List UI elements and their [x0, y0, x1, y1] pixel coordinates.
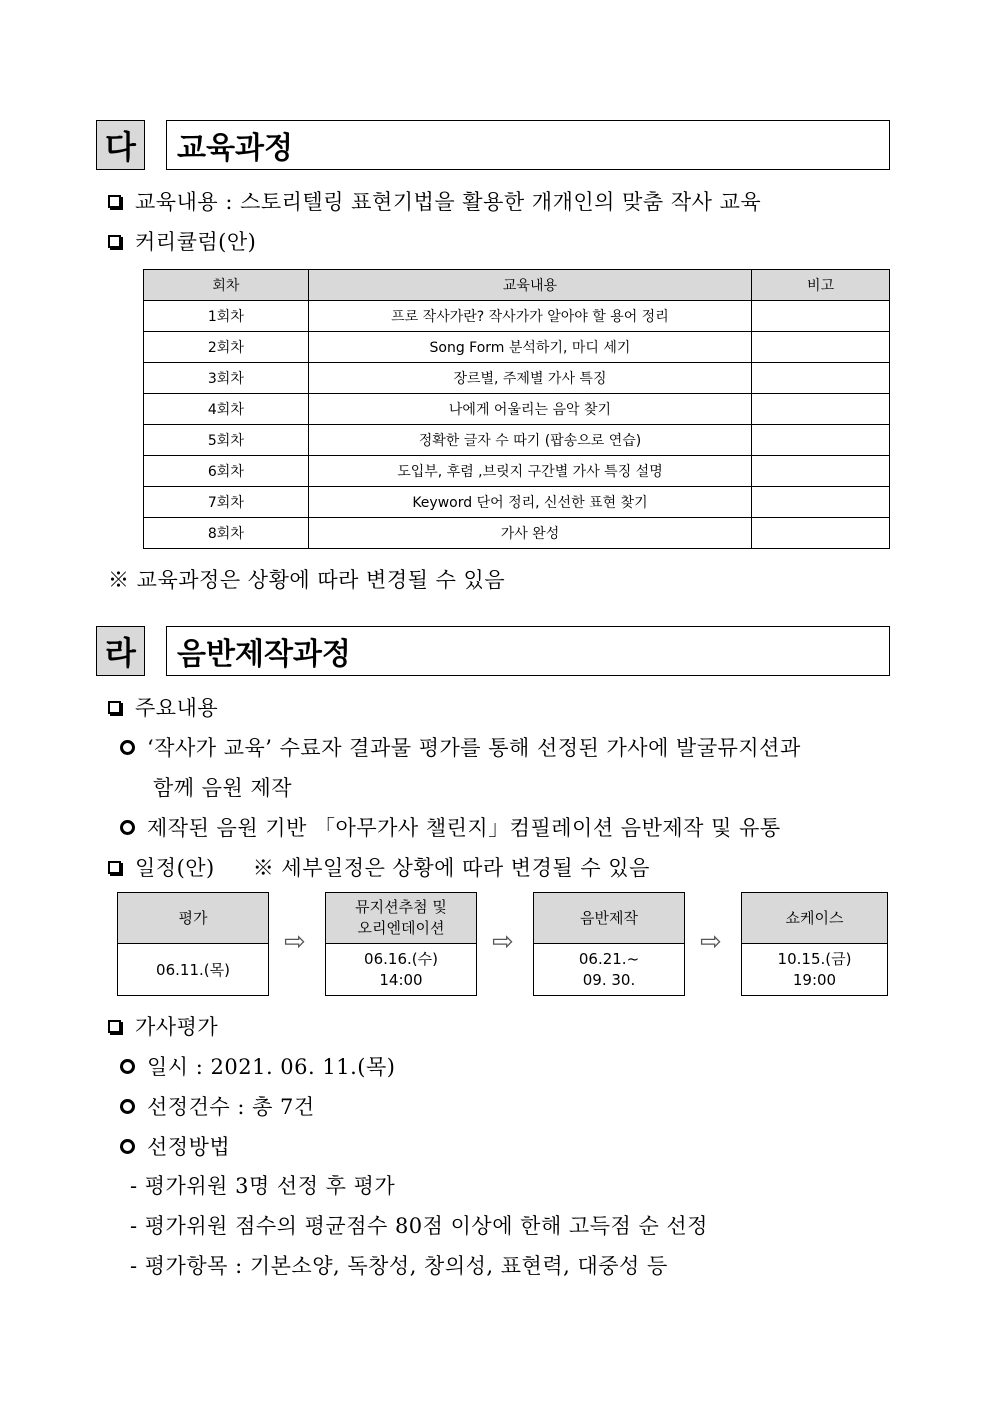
section-title-album-production: 음반제작과정: [166, 626, 890, 676]
content-cell: 가사 완성: [308, 518, 751, 549]
content-cell: Keyword 단어 정리, 신선한 표현 찾기: [308, 487, 751, 518]
flow-step-showcase: [741, 892, 888, 996]
header-note: 비고: [752, 270, 890, 301]
table-header-row: [144, 270, 890, 301]
right-arrow-icon: ⇨: [700, 927, 722, 957]
note-cell: [752, 518, 890, 549]
session-cell: 8회차: [144, 518, 309, 549]
table-row: [144, 394, 890, 425]
note-cell: [752, 301, 890, 332]
session-cell: 2회차: [144, 332, 309, 363]
flow-step-title-text: 뮤지션추첨 및 오리엔데이션: [355, 898, 447, 937]
eval-sub-1: - 평가위원 3명 선정 후 평가: [130, 1174, 396, 1198]
circle-bullet-icon: [120, 1059, 135, 1074]
flow-step-title: 평가: [118, 893, 268, 944]
eval-item-count-text: 선정건수 : 총 7건: [147, 1095, 315, 1119]
flow-step-date-text: 10.15.(금) 19:00: [777, 950, 852, 989]
session-cell: 6회차: [144, 456, 309, 487]
right-arrow-icon: ⇨: [284, 927, 306, 957]
checkbox-square-icon: [108, 701, 121, 714]
flow-step-orientation: [325, 892, 477, 996]
eval-item-date-text: 일시 : 2021. 06. 11.(목): [147, 1055, 396, 1079]
flow-step-title: 쇼케이스: [742, 893, 887, 944]
session-cell: 7회차: [144, 487, 309, 518]
main-content-heading-text: 주요내용: [135, 696, 219, 720]
circle-bullet-icon: [120, 1099, 135, 1114]
curriculum-item: [108, 226, 256, 256]
flow-step-date-text: 06.16.(수) 14:00: [364, 950, 438, 989]
content-cell: 프로 작사가란? 작사가가 알아야 할 용어 정리: [308, 301, 751, 332]
session-cell: 4회차: [144, 394, 309, 425]
circle-bullet-icon: [120, 740, 135, 755]
flow-step-evaluation: [117, 892, 269, 996]
main-item-2-text: 제작된 음원 기반 「아무가사 챌린지」컴필레이션 음반제작 및 유통: [147, 816, 781, 840]
main-item-1: [120, 732, 801, 762]
header-content: 교육내용: [308, 270, 751, 301]
header-session: 회차: [144, 270, 309, 301]
eval-item-count: [120, 1091, 315, 1121]
eval-sub-2: - 평가위원 점수의 평균점수 80점 이상에 한해 고득점 순 선정: [130, 1214, 708, 1238]
table-row: [144, 456, 890, 487]
flow-step-date: 06.11.(목): [156, 960, 230, 979]
table-row: [144, 301, 890, 332]
circle-bullet-icon: [120, 1139, 135, 1154]
note-cell: [752, 425, 890, 456]
main-item-2: [120, 812, 781, 842]
note-cell: [752, 487, 890, 518]
flow-step-date: [742, 944, 887, 996]
note-cell: [752, 332, 890, 363]
edu-content-text: 교육내용 : 스토리텔링 표현기법을 활용한 개개인의 맞춤 작사 교육: [135, 190, 762, 214]
eval-item-date: [120, 1051, 395, 1081]
checkbox-square-icon: [108, 235, 121, 248]
eval-sub-3: - 평가항목 : 기본소양, 독창성, 창의성, 표현력, 대중성 등: [130, 1254, 668, 1278]
curriculum-table: [143, 269, 890, 549]
flow-step-title: 음반제작: [534, 893, 684, 944]
session-cell: 1회차: [144, 301, 309, 332]
table-row: [144, 425, 890, 456]
flow-step-production: [533, 892, 685, 996]
content-cell: Song Form 분석하기, 마디 세기: [308, 332, 751, 363]
schedule-note: ※ 세부일정은 상황에 따라 변경될 수 있음: [252, 856, 650, 880]
checkbox-square-icon: [108, 861, 121, 874]
schedule-heading-text: 일정(안): [135, 856, 215, 880]
table-row: [144, 363, 890, 394]
session-cell: 5회차: [144, 425, 309, 456]
table-row: [144, 487, 890, 518]
eval-heading: [108, 1011, 218, 1041]
main-item-1-text: ‘작사가 교육’ 수료자 결과물 평가를 통해 선정된 가사에 발굴뮤지션과: [147, 736, 801, 760]
content-cell: 정확한 글자 수 따기 (팝송으로 연습): [308, 425, 751, 456]
section-letter-ra: 라: [96, 626, 145, 676]
curriculum-note: ※ 교육과정은 상황에 따라 변경될 수 있음: [108, 568, 506, 592]
flow-step-date: [326, 944, 476, 996]
flow-step-date-text: 06.21.~ 09. 30.: [578, 950, 640, 989]
table-row: [144, 518, 890, 549]
note-cell: [752, 394, 890, 425]
circle-bullet-icon: [120, 820, 135, 835]
section-letter-da: 다: [96, 120, 145, 170]
table-row: [144, 332, 890, 363]
content-cell: 장르별, 주제별 가사 특징: [308, 363, 751, 394]
curriculum-text: 커리큘럼(안): [135, 230, 257, 254]
eval-heading-text: 가사평가: [135, 1015, 219, 1039]
checkbox-square-icon: [108, 1020, 121, 1033]
right-arrow-icon: ⇨: [492, 927, 514, 957]
note-cell: [752, 363, 890, 394]
eval-item-method-text: 선정방법: [147, 1135, 231, 1159]
section-title-curriculum: 교육과정: [166, 120, 890, 170]
schedule-heading: [108, 852, 650, 882]
main-content-heading: [108, 692, 218, 722]
note-cell: [752, 456, 890, 487]
checkbox-square-icon: [108, 195, 121, 208]
flow-step-date: [534, 944, 684, 996]
edu-content-item: [108, 186, 761, 216]
content-cell: 도입부, 후렴 ,브릿지 구간별 가사 특징 설명: [308, 456, 751, 487]
main-item-1-continued: 함께 음원 제작: [153, 776, 293, 800]
eval-item-method: [120, 1131, 230, 1161]
content-cell: 나에게 어울리는 음악 찾기: [308, 394, 751, 425]
session-cell: 3회차: [144, 363, 309, 394]
flow-step-title: [326, 893, 476, 944]
